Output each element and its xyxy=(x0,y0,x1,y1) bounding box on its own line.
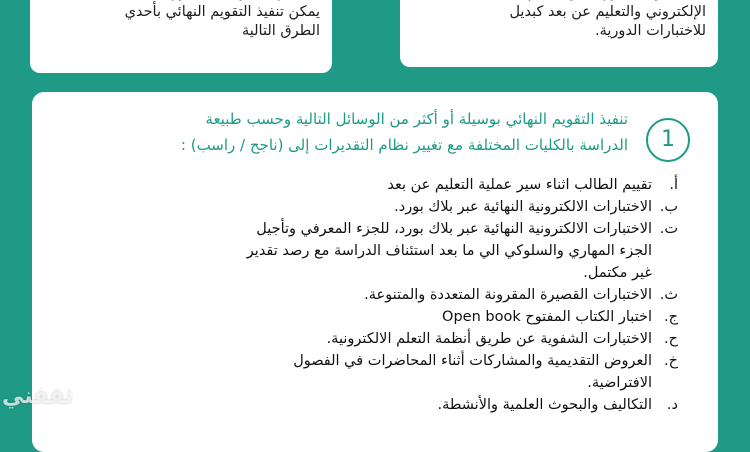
top-left-card-line: يمكن تنفيذ التقويم النهائي بأحدي xyxy=(124,4,320,20)
top-right-card-line: للاختبارات الدورية. xyxy=(595,23,706,39)
list-item-marker: ت. xyxy=(659,221,678,237)
list-item-marker: ب. xyxy=(659,199,678,215)
top-left-card-line: الطرق التالية xyxy=(241,23,320,39)
list-item-text xyxy=(68,306,652,328)
list-item-text xyxy=(68,350,652,394)
top-right-card-text xyxy=(412,0,706,41)
intro-line: الدراسة بالكليات المختلفة مع تغيير نظام التقديرات إلى (ناجح / راسب) : xyxy=(180,136,628,154)
list-item-text xyxy=(68,394,652,416)
list-item-marker: ث. xyxy=(659,287,678,303)
list-item xyxy=(68,394,678,416)
list-item-line: الاختبارات الشفوية عن طريق أنظمة التعلم الالكترونية. xyxy=(326,331,652,347)
main-card xyxy=(32,92,718,452)
list-item-text xyxy=(68,218,652,284)
watermark-text: ثقفني xyxy=(2,384,74,409)
list-item-marker: ج. xyxy=(664,309,678,325)
list-item-line: الاختبارات الالكترونية النهائية عبر بلاك بورد. xyxy=(394,199,652,215)
list-item-line: العروض التقديمية والمشاركات أثناء المحاضرات في الفصول xyxy=(293,353,652,369)
intro-line: تنفيذ التقويم النهائي بوسيلة أو أكثر من الوسائل التالية وحسب طبيعة xyxy=(205,110,628,128)
list-item-marker: أ. xyxy=(669,177,678,193)
list-item xyxy=(68,218,678,284)
list-item-marker: د. xyxy=(666,397,678,413)
list-item xyxy=(68,350,678,394)
list-item-text xyxy=(68,196,652,218)
list-item-marker: خ. xyxy=(664,353,678,369)
intro-text xyxy=(48,106,628,158)
list-item xyxy=(68,328,678,350)
list-item-line: تقييم الطالب اثناء سير عملية التعليم عن بعد xyxy=(387,177,652,193)
list-item-line: غير مكتمل. xyxy=(583,265,652,281)
list-item-text xyxy=(68,284,652,306)
list-item-line: الاختبارات الالكترونية النهائية عبر بلاك بورد، للجزء المعرفي وتأجيل xyxy=(256,221,652,237)
site-watermark xyxy=(2,378,98,428)
top-right-card-line: الإلكتروني والتعليم عن بعد كبديل xyxy=(509,4,706,20)
methods-list xyxy=(68,174,678,416)
list-item-text xyxy=(68,328,652,350)
list-item xyxy=(68,306,678,328)
list-item-line: التكاليف والبحوث العلمية والأنشطة. xyxy=(437,397,652,413)
step-number-badge: 1 xyxy=(646,118,690,162)
list-item-line: الجزء المهاري والسلوكي الي ما بعد استئناف الدراسة مع رصد تقدير xyxy=(246,243,652,259)
top-left-card-text xyxy=(42,0,320,41)
list-item xyxy=(68,196,678,218)
list-item-line: الافتراضية. xyxy=(587,375,652,391)
list-item-marker: ح. xyxy=(664,331,678,347)
top-right-card xyxy=(400,0,718,67)
list-item-line: الاختبارات القصيرة المقرونة المتعددة والمتنوعة. xyxy=(364,287,652,303)
top-left-card xyxy=(30,0,332,73)
list-item-text xyxy=(68,174,652,196)
list-item xyxy=(68,174,678,196)
list-item xyxy=(68,284,678,306)
list-item-line: اختبار الكتاب المفتوح Open book xyxy=(442,309,652,325)
